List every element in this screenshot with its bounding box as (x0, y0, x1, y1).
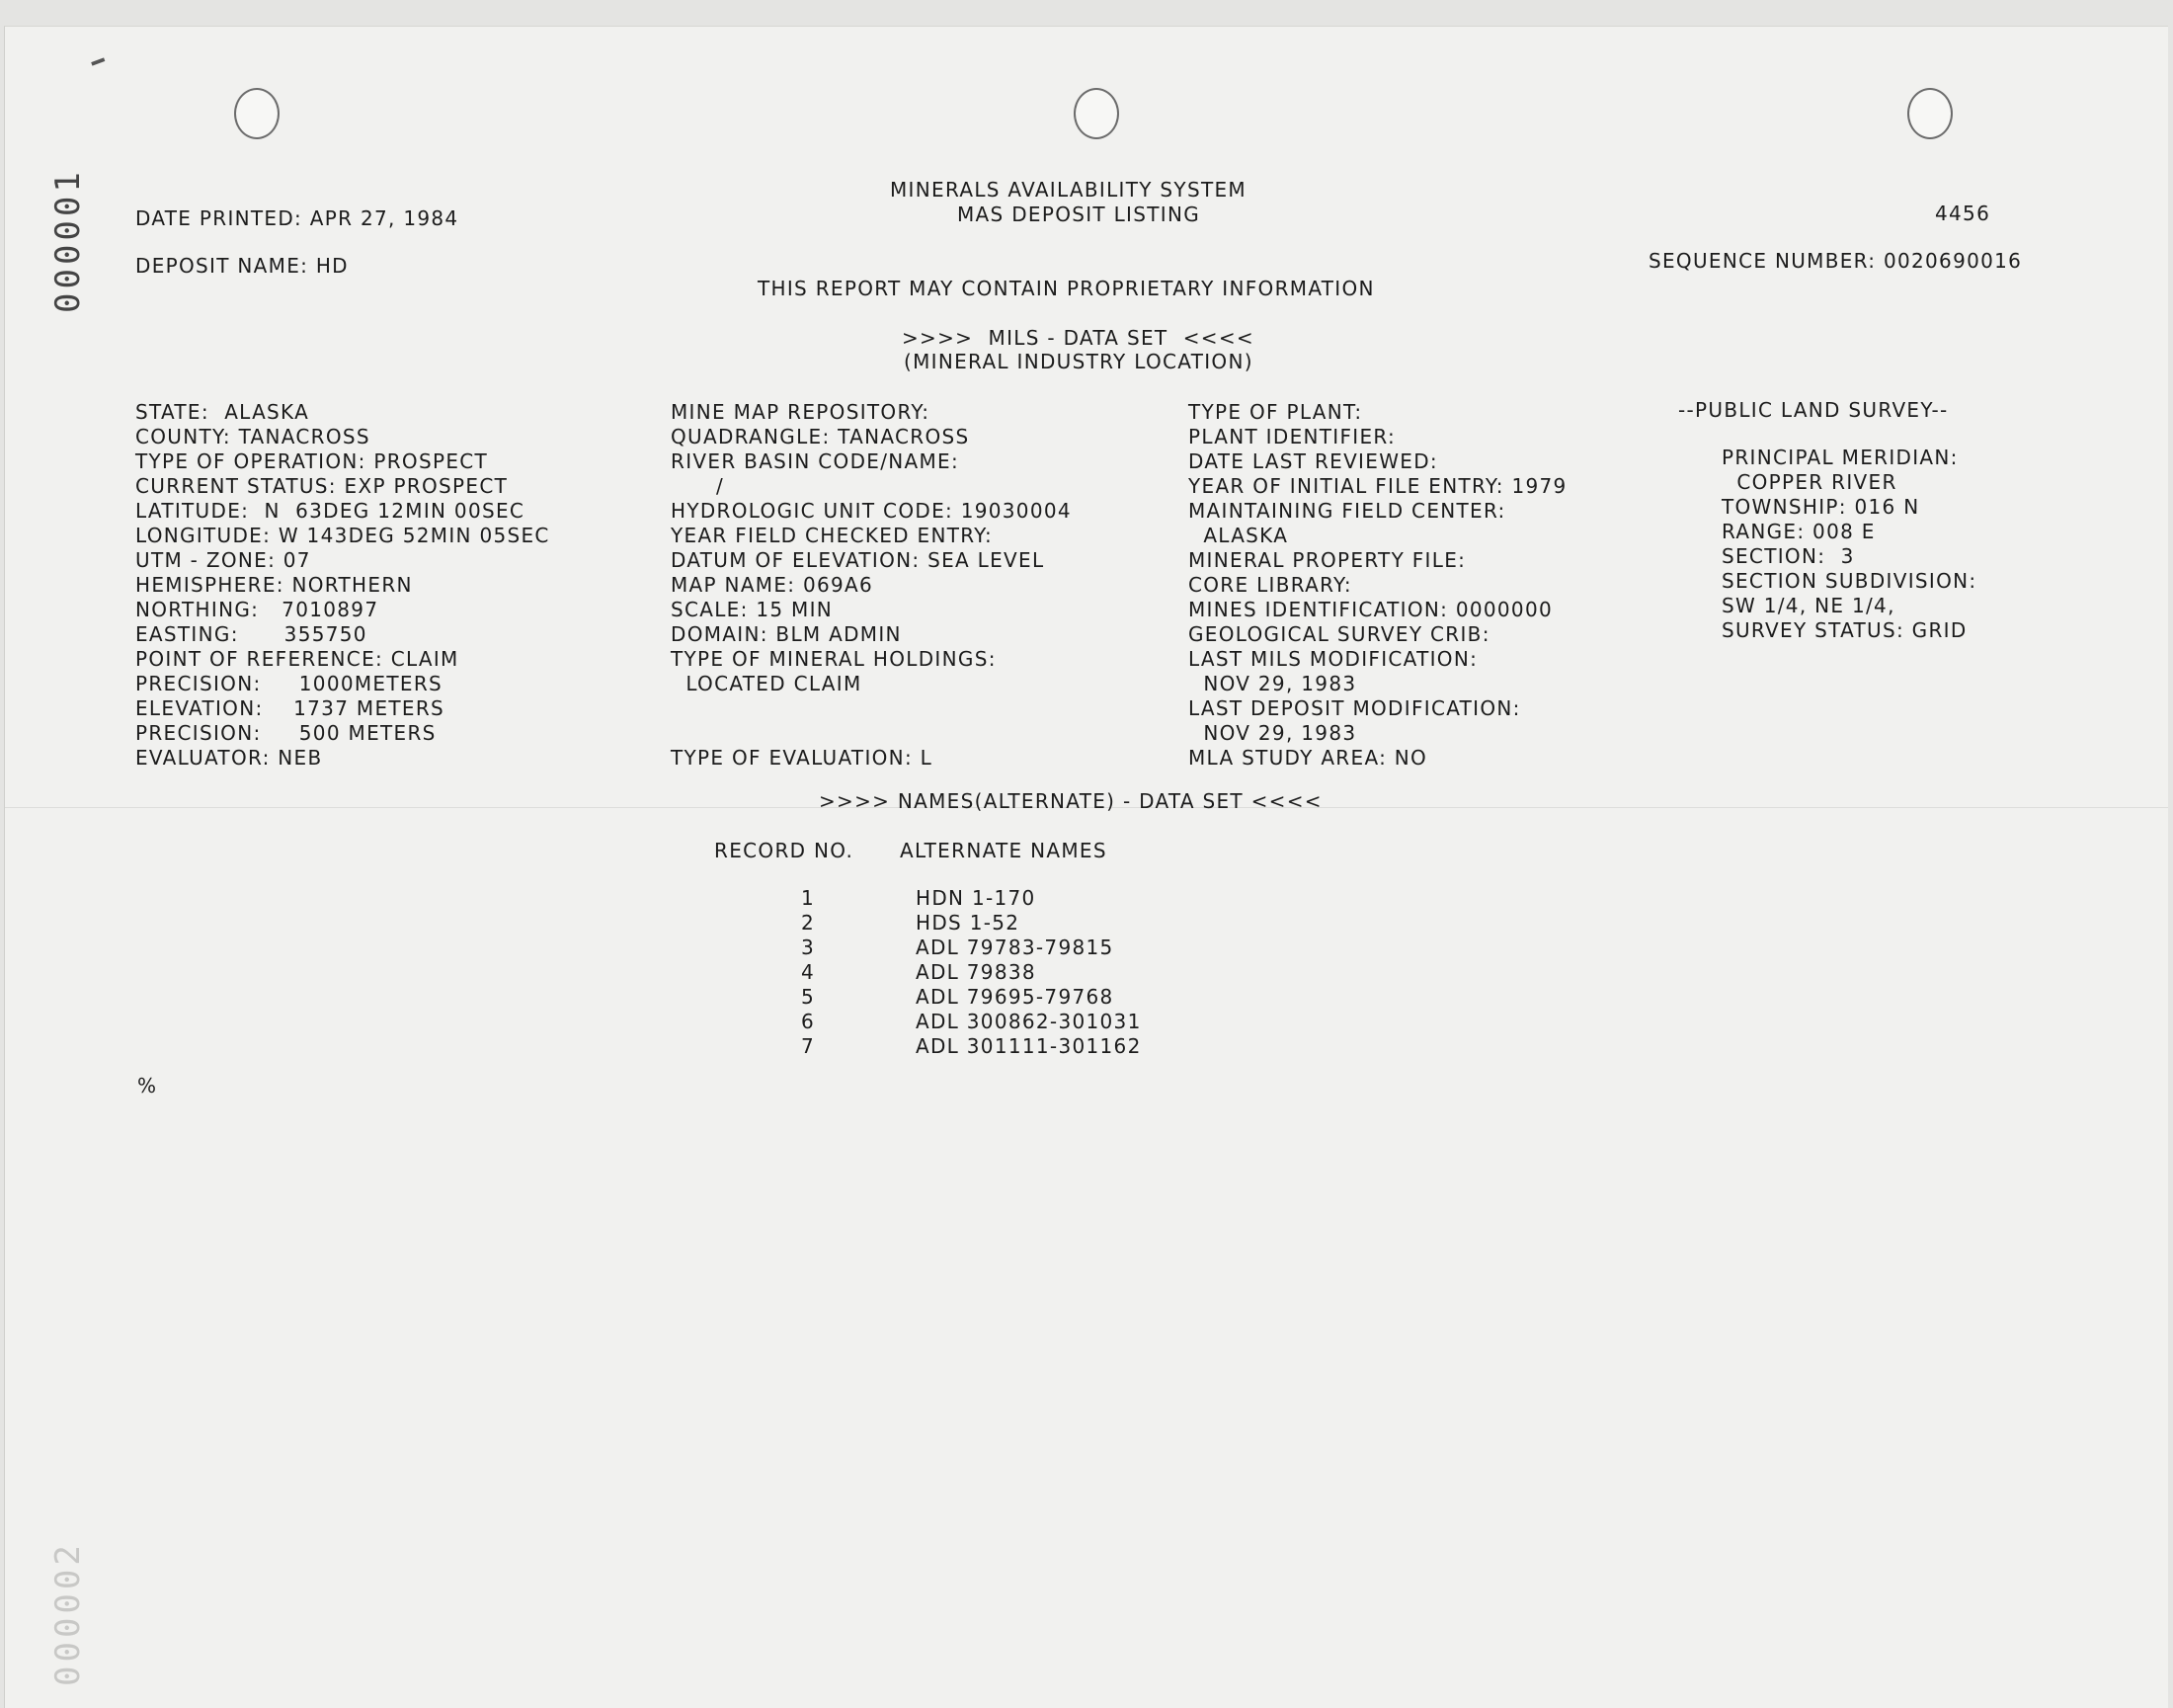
record-no-header: RECORD NO. (714, 839, 854, 862)
alternate-names-header: ALTERNATE NAMES (900, 839, 1107, 862)
alternate-name: HDS 1-52 (916, 911, 1020, 935)
field-line: ALASKA (1188, 524, 1289, 547)
record-no: 2 (800, 911, 815, 935)
alternate-name: ADL 79838 (916, 960, 1036, 984)
sequence-number: SEQUENCE NUMBER: 0020690016 (1649, 249, 2023, 273)
field-line: COPPER RIVER (1722, 470, 1897, 494)
field-line: PRECISION: 1000METERS (135, 672, 443, 695)
field-line: MINES IDENTIFICATION: 0000000 (1188, 598, 1553, 621)
field-line: QUADRANGLE: TANACROSS (671, 425, 970, 448)
field-line: PRECISION: 500 METERS (135, 721, 437, 745)
field-line: TYPE OF OPERATION: PROSPECT (135, 449, 489, 473)
field-line: SURVEY STATUS: GRID (1722, 618, 1968, 642)
pencil-mark: ━ (88, 48, 110, 77)
field-line: CURRENT STATUS: EXP PROSPECT (135, 474, 509, 498)
field-line: LAST DEPOSIT MODIFICATION: (1188, 696, 1521, 720)
field-line: DOMAIN: BLM ADMIN (671, 622, 902, 646)
plant-column (1188, 400, 1568, 771)
punch-hole-right (1907, 88, 1953, 139)
printout-sheet (4, 26, 2168, 1708)
field-line: EVALUATOR: NEB (135, 746, 323, 770)
record-no: 6 (800, 1010, 815, 1033)
location-column (135, 400, 550, 771)
field-line: MINERAL PROPERTY FILE: (1188, 548, 1467, 572)
field-line: / (671, 474, 724, 498)
field-line (671, 696, 1072, 721)
field-line: RANGE: 008 E (1722, 520, 1876, 543)
field-line: DATE LAST REVIEWED: (1188, 449, 1438, 473)
record-no: 4 (800, 960, 815, 984)
field-line: MAP NAME: 069A6 (671, 573, 874, 597)
system-title: MINERALS AVAILABILITY SYSTEM (890, 178, 1247, 202)
alternate-name: HDN 1-170 (916, 886, 1036, 910)
deposit-name: DEPOSIT NAME: HD (135, 254, 349, 278)
field-line: SECTION SUBDIVISION: (1722, 569, 1977, 593)
dataset-title: >>>> MILS - DATA SET <<<< (902, 326, 1254, 350)
field-line: MAINTAINING FIELD CENTER: (1188, 499, 1506, 523)
listing-title: MAS DEPOSIT LISTING (957, 203, 1201, 226)
public-land-survey-title: --PUBLIC LAND SURVEY-- (1678, 398, 1949, 422)
field-line: STATE: ALASKA (135, 400, 310, 424)
alternate-name: ADL 301111-301162 (916, 1034, 1142, 1058)
margin-stamp-top: 000001 (48, 168, 88, 313)
field-line: TYPE OF MINERAL HOLDINGS: (671, 647, 997, 671)
field-line: UTM - ZONE: 07 (135, 548, 311, 572)
field-line: PRINCIPAL MERIDIAN: (1722, 446, 1959, 469)
record-no: 5 (800, 985, 815, 1009)
alternate-name: ADL 300862-301031 (916, 1010, 1142, 1033)
dataset-subtitle: (MINERAL INDUSTRY LOCATION) (904, 350, 1253, 373)
margin-stamp-bottom: 000002 (48, 1541, 88, 1686)
field-line: TYPE OF EVALUATION: L (671, 746, 933, 770)
record-no: 1 (800, 886, 815, 910)
field-line: ELEVATION: 1737 METERS (135, 696, 445, 720)
punch-hole-left (234, 88, 280, 139)
field-line: COUNTY: TANACROSS (135, 425, 370, 448)
field-line: LOCATED CLAIM (671, 672, 862, 695)
end-mark: % (137, 1074, 158, 1098)
proprietary-notice: THIS REPORT MAY CONTAIN PROPRIETARY INFORMATION (758, 277, 1375, 300)
record-no: 3 (800, 935, 815, 959)
alternate-name: ADL 79695-79768 (916, 985, 1114, 1009)
field-line: MLA STUDY AREA: NO (1188, 746, 1428, 770)
field-line: NOV 29, 1983 (1188, 672, 1357, 695)
names-dataset-title: >>>> NAMES(ALTERNATE) - DATA SET <<<< (819, 789, 1323, 813)
field-line: PLANT IDENTIFIER: (1188, 425, 1397, 448)
alternate-names-list (916, 886, 1142, 1059)
field-line: MINE MAP REPOSITORY: (671, 400, 930, 424)
field-line: SCALE: 15 MIN (671, 598, 834, 621)
field-line: DATUM OF ELEVATION: SEA LEVEL (671, 548, 1045, 572)
field-line: POINT OF REFERENCE: CLAIM (135, 647, 459, 671)
field-line: YEAR OF INITIAL FILE ENTRY: 1979 (1188, 474, 1568, 498)
field-line: TOWNSHIP: 016 N (1722, 495, 1920, 519)
field-line: TYPE OF PLANT: (1188, 400, 1363, 424)
field-line: HYDROLOGIC UNIT CODE: 19030004 (671, 499, 1072, 523)
record-no-list (785, 886, 815, 1059)
field-line: YEAR FIELD CHECKED ENTRY: (671, 524, 994, 547)
field-line: NORTHING: 7010897 (135, 598, 379, 621)
field-line: LATITUDE: N 63DEG 12MIN 00SEC (135, 499, 525, 523)
field-line: GEOLOGICAL SURVEY CRIB: (1188, 622, 1490, 646)
field-line: LAST MILS MODIFICATION: (1188, 647, 1479, 671)
field-line: EASTING: 355750 (135, 622, 367, 646)
field-line: CORE LIBRARY: (1188, 573, 1352, 597)
field-line: NOV 29, 1983 (1188, 721, 1357, 745)
field-line: SW 1/4, NE 1/4, (1722, 594, 1895, 617)
field-line: SECTION: 3 (1722, 544, 1855, 568)
public-land-survey-column (1722, 446, 1976, 643)
field-line: HEMISPHERE: NORTHERN (135, 573, 413, 597)
date-printed: DATE PRINTED: APR 27, 1984 (135, 206, 459, 230)
alternate-name: ADL 79783-79815 (916, 935, 1114, 959)
punch-hole-center (1074, 88, 1119, 139)
field-line (671, 721, 1072, 746)
field-line: LONGITUDE: W 143DEG 52MIN 05SEC (135, 524, 550, 547)
field-line: RIVER BASIN CODE/NAME: (671, 449, 960, 473)
page-number: 4456 (1935, 202, 1991, 225)
record-no: 7 (800, 1034, 815, 1058)
map-column (671, 400, 1072, 771)
